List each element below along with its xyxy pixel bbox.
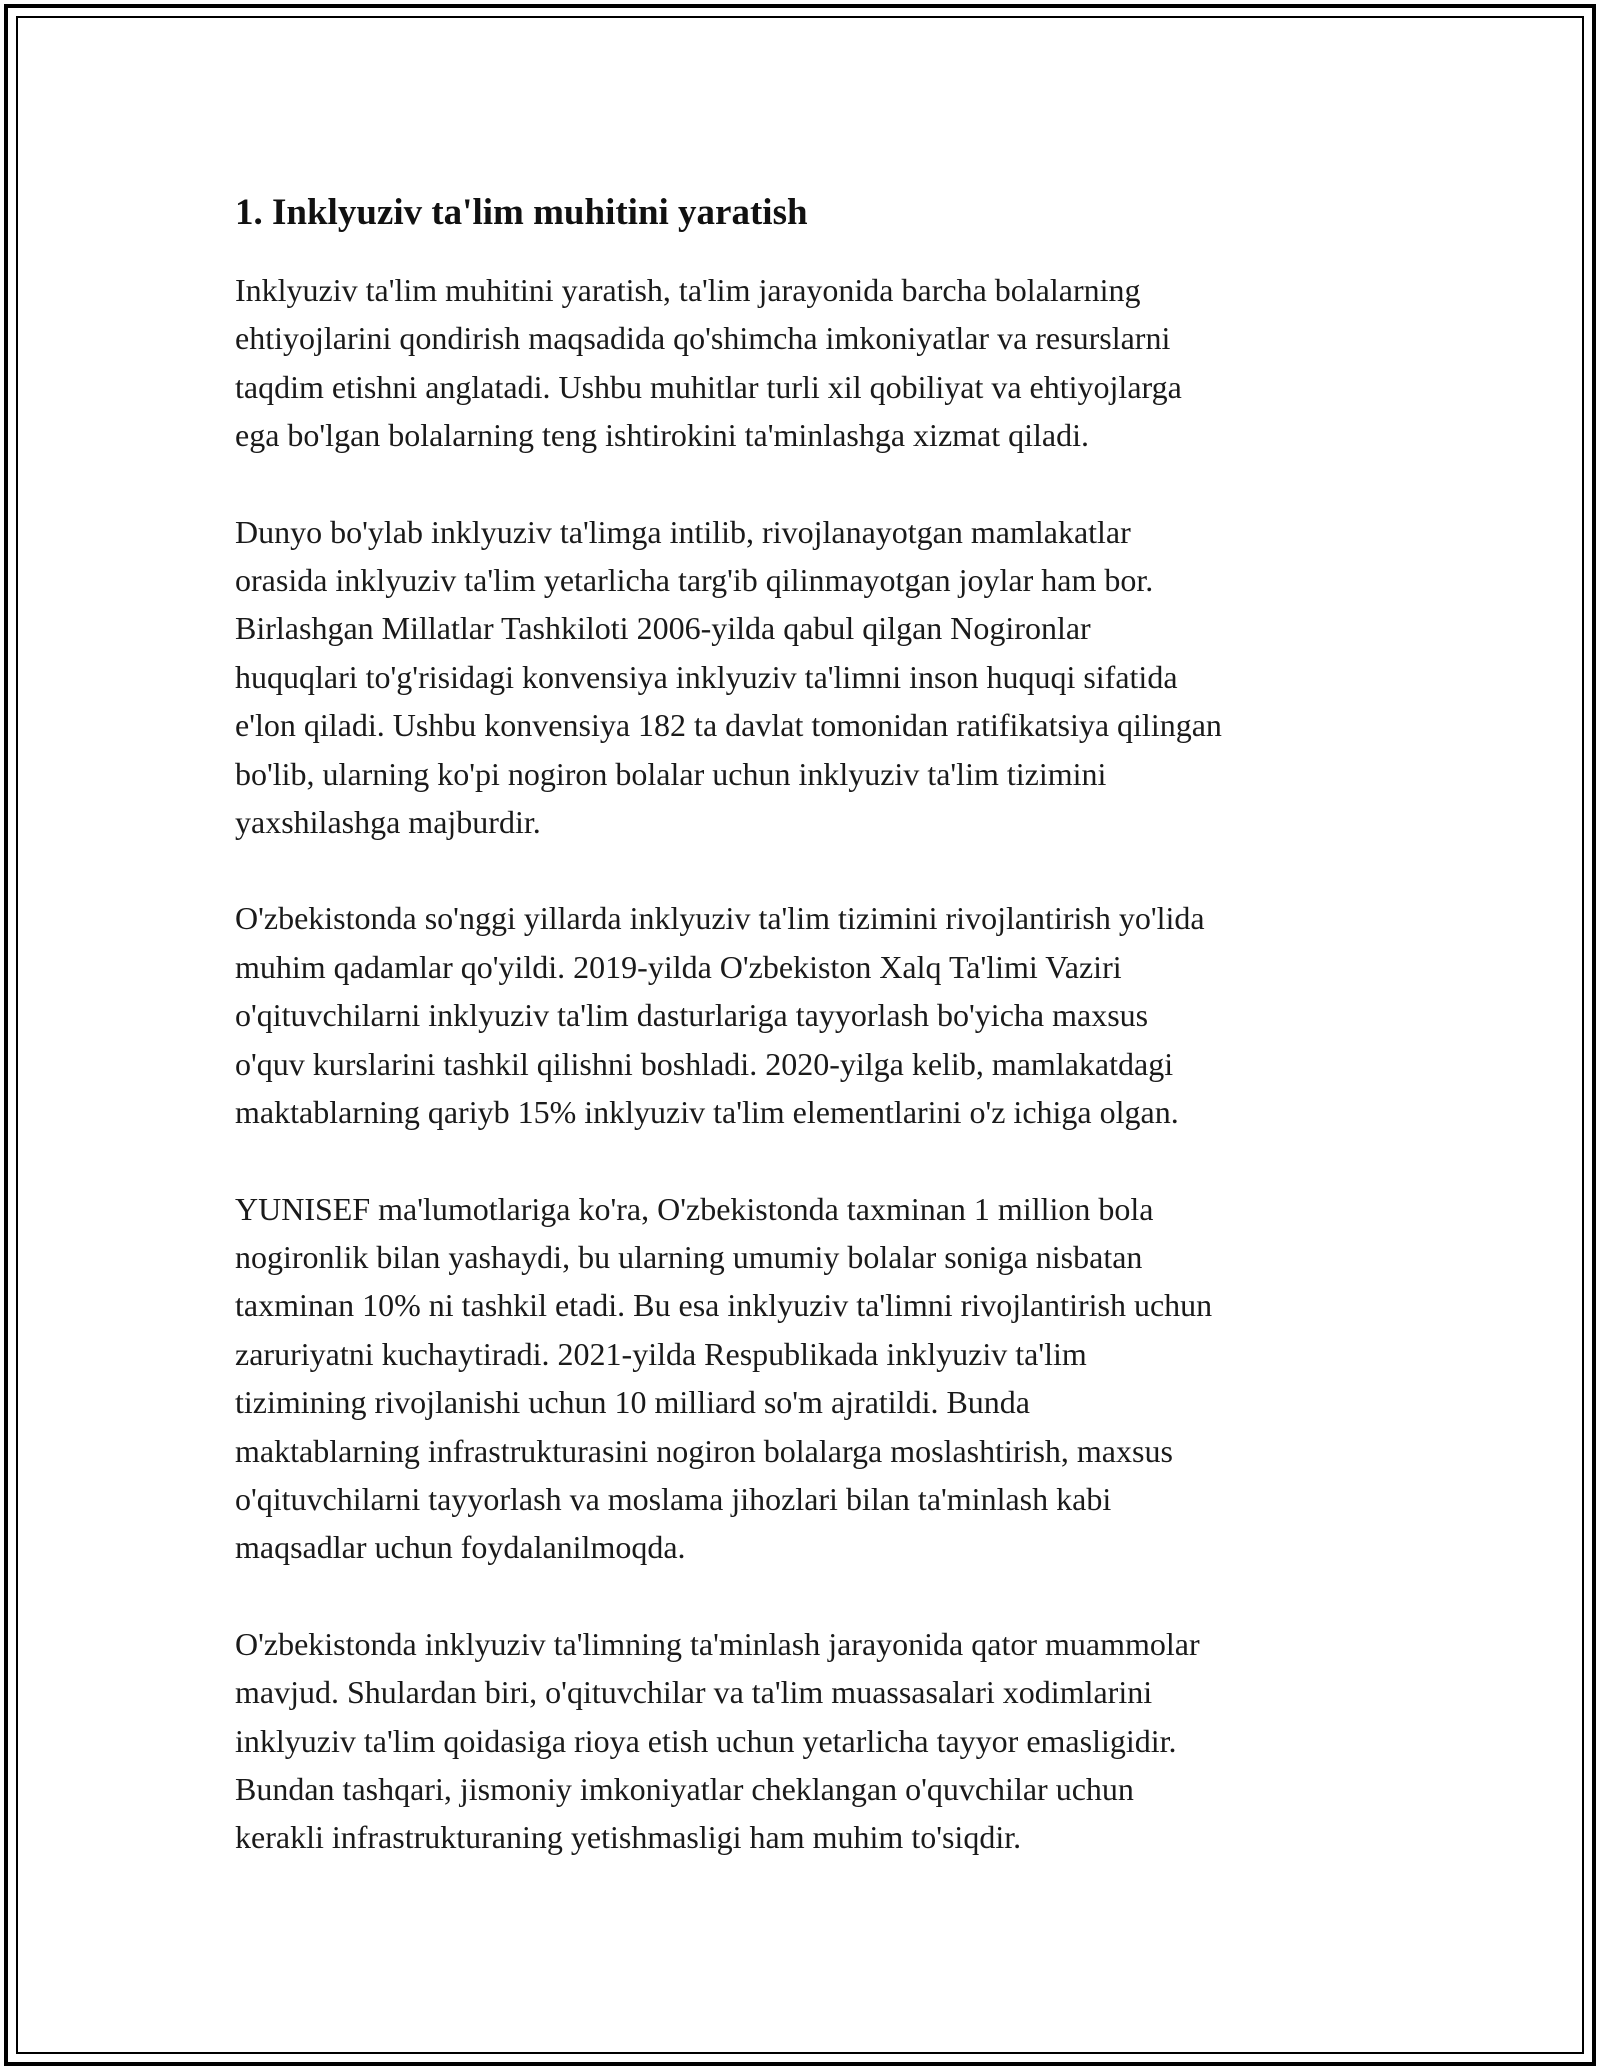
text-line: o'quv kurslarini tashkil qilishni boshladi. 2020-yilga kelib, mamlakatdagi (235, 1045, 1174, 1082)
paragraph-5 (235, 1620, 1375, 1862)
paragraph-2 (235, 508, 1375, 847)
text-line: o'qituvchilarni inklyuziv ta'lim dasturlariga tayyorlash bo'yicha maxsus (235, 997, 1149, 1034)
text-line: maktablarning qariyb 15% inklyuziv ta'lim elementlarini o'z ichiga olgan. (235, 1094, 1179, 1131)
paragraph-1 (235, 266, 1375, 460)
section-heading: 1. Inklyuziv ta'lim muhitini yaratish (235, 192, 808, 233)
text-line: maktablarning infrastrukturasini nogiron bolalarga moslashtirish, maxsus (235, 1432, 1173, 1469)
text-line: Inklyuziv ta'lim muhitini yaratish, ta'lim jarayonida barcha bolalarning (235, 272, 1141, 308)
text-line: taxminan 10% ni tashkil etadi. Bu esa inklyuziv ta'limni rivojlantirish uchun (235, 1287, 1213, 1324)
text-line: orasida inklyuziv ta'lim yetarlicha targ'ib qilinmayotgan joylar ham bor. (235, 562, 1154, 599)
paragraph-4 (235, 1185, 1375, 1572)
document-body (235, 186, 1375, 1910)
text-line: tizimining rivojlanishi uchun 10 milliard so'm ajratildi. Bunda (235, 1384, 1030, 1421)
text-line: Bundan tashqari, jismoniy imkoniyatlar cheklangan o'quvchilar uchun (235, 1770, 1134, 1807)
text-line: bo'lib, ularning ko'pi nogiron bolalar uchun inklyuziv ta'lim tizimini (235, 755, 1107, 792)
text-line: zaruriyatni kuchaytiradi. 2021-yilda Respublikada inklyuziv ta'lim (235, 1335, 1087, 1372)
text-line: e'lon qiladi. Ushbu konvensiya 182 ta davlat tomonidan ratifikatsiya qilingan (235, 707, 1222, 744)
text-line: ega bo'lgan bolalarning teng ishtirokini ta'minlashga xizmat qiladi. (235, 417, 1089, 454)
text-line: nogironlik bilan yashaydi, bu ularning umumiy bolalar soniga nisbatan (235, 1238, 1143, 1275)
text-line: O'zbekistonda so'nggi yillarda inklyuziv ta'lim tizimini rivojlantirish yo'lida (235, 900, 1205, 937)
text-line: Dunyo bo'ylab inklyuziv ta'limga intilib, rivojlanayotgan mamlakatlar (235, 513, 1131, 550)
text-line: ehtiyojlarini qondirish maqsadida qo'shimcha imkoniyatlar va resurslarni (235, 320, 1171, 357)
text-line: mavjud. Shulardan biri, o'qituvchilar va ta'lim muassasalari xodimlarini (235, 1674, 1153, 1711)
text-line: Birlashgan Millatlar Tashkiloti 2006-yilda qabul qilgan Nogironlar (235, 610, 1091, 647)
text-line: taqdim etishni anglatadi. Ushbu muhitlar turli xil qobiliyat va ehtiyojlarga (235, 368, 1182, 405)
text-line: maqsadlar uchun foydalanilmoqda. (235, 1529, 686, 1566)
text-line: O'zbekistonda inklyuziv ta'limning ta'minlash jarayonida qator muammolar (235, 1625, 1200, 1662)
text-line: inklyuziv ta'lim qoidasiga rioya etish uchun yetarlicha tayyor emasligidir. (235, 1722, 1177, 1759)
text-line: o'qituvchilarni tayyorlash va moslama jihozlari bilan ta'minlash kabi (235, 1480, 1112, 1517)
text-line: muhim qadamlar qo'yildi. 2019-yilda O'zbekiston Xalq Ta'limi Vaziri (235, 948, 1122, 985)
text-line: YUNISEF ma'lumotlariga ko'ra, O'zbekistonda taxminan 1 million bola (235, 1190, 1154, 1227)
text-line: yaxshilashga majburdir. (235, 804, 541, 841)
text-line: kerakli infrastrukturaning yetishmasligi ham muhim to'siqdir. (235, 1819, 1022, 1856)
paragraph-3 (235, 894, 1375, 1136)
text-line: huquqlari to'g'risidagi konvensiya inklyuziv ta'limni inson huquqi sifatida (235, 658, 1178, 695)
